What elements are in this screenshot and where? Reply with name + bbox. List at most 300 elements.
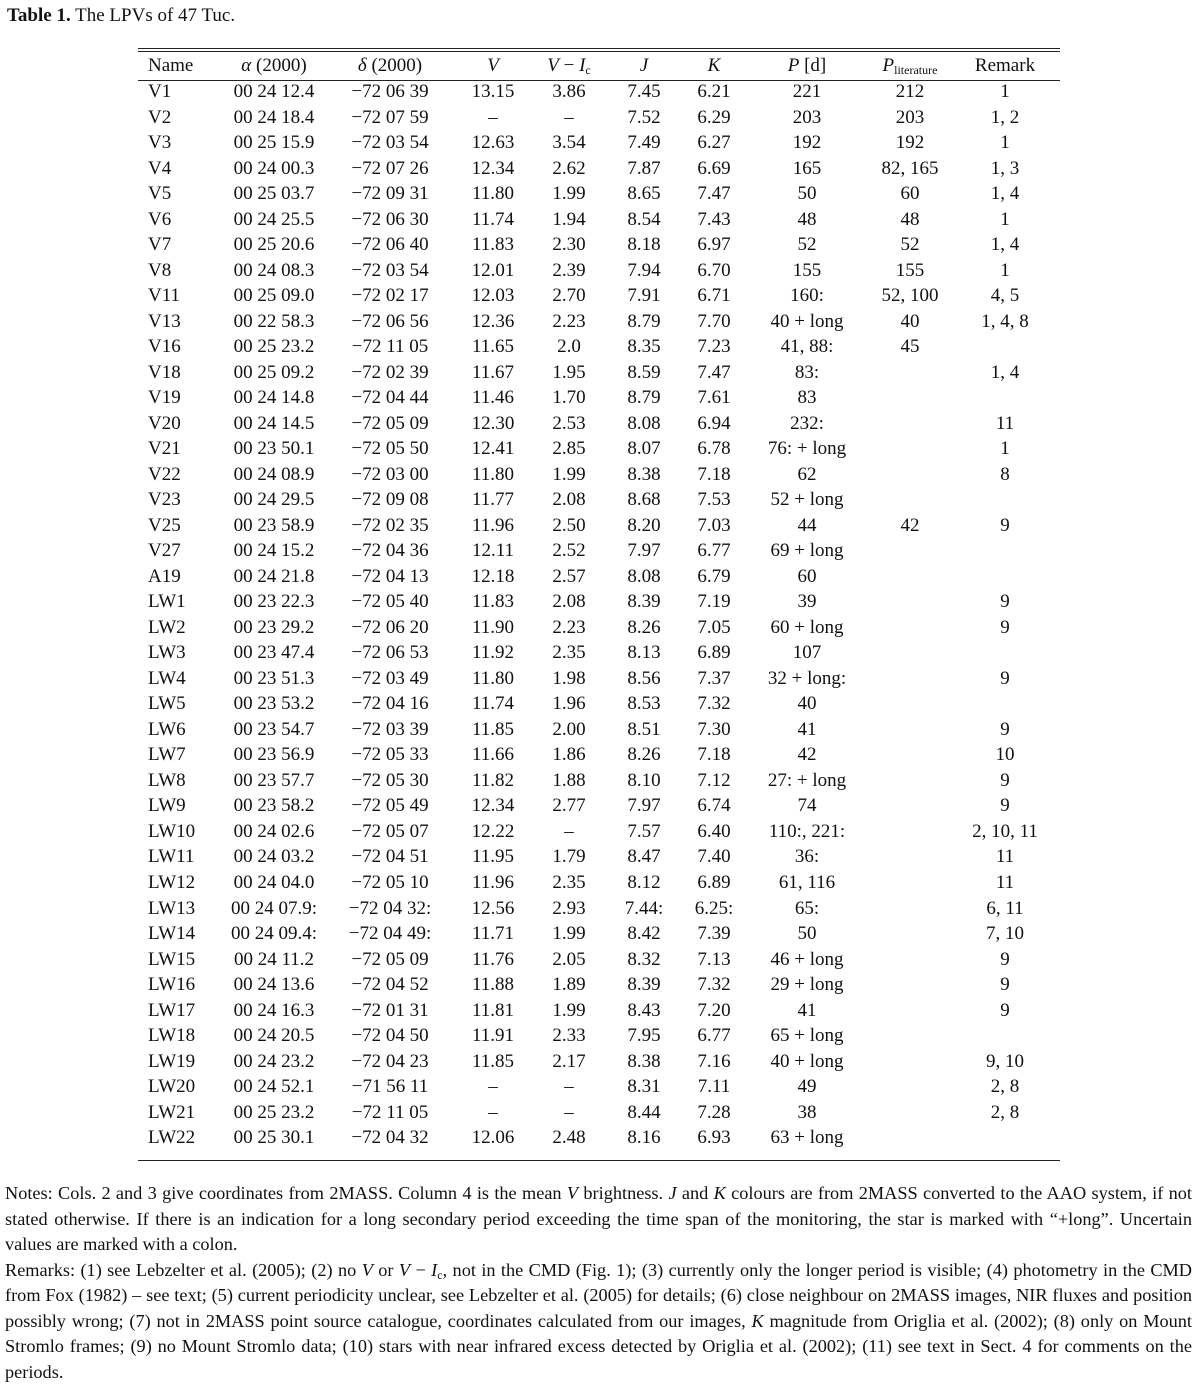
- cell-period-literature: 82, 165: [870, 156, 950, 182]
- cell-dec: −72 07 59: [328, 105, 452, 131]
- cell-period-literature: [870, 640, 950, 666]
- cell-dec: −72 05 09: [328, 411, 452, 437]
- table-row: [138, 436, 1060, 462]
- cell-dec: −72 09 31: [328, 181, 452, 207]
- cell-vi: 1.99: [534, 462, 604, 488]
- table-row: [138, 156, 1060, 182]
- table-row: [138, 487, 1060, 513]
- cell-remark: 9: [950, 513, 1060, 539]
- table-row: [138, 105, 1060, 131]
- cell-k: 6.77: [684, 1023, 744, 1049]
- cell-period-literature: [870, 998, 950, 1024]
- cell-dec: −72 04 44: [328, 385, 452, 411]
- cell-vi: –: [534, 819, 604, 845]
- cell-ra: 00 23 58.9: [220, 513, 328, 539]
- cell-vi: 1.96: [534, 691, 604, 717]
- cell-dec: −71 56 11: [328, 1074, 452, 1100]
- cell-j: 8.07: [604, 436, 684, 462]
- cell-v: 11.80: [452, 181, 534, 207]
- cell-period: 52 + long: [744, 487, 870, 513]
- cell-remark: 11: [950, 844, 1060, 870]
- cell-v: 12.18: [452, 564, 534, 590]
- cell-name: LW19: [138, 1049, 220, 1075]
- col-period: P [d]: [744, 52, 870, 79]
- table-body: [138, 79, 1060, 1151]
- cell-period: 29 + long: [744, 972, 870, 998]
- cell-period-literature: 42: [870, 513, 950, 539]
- cell-j: 8.20: [604, 513, 684, 539]
- cell-j: 7.49: [604, 130, 684, 156]
- cell-period-literature: 40: [870, 309, 950, 335]
- cell-vi: 1.99: [534, 998, 604, 1024]
- cell-vi: 2.23: [534, 309, 604, 335]
- cell-j: 8.26: [604, 615, 684, 641]
- cell-period: 74: [744, 793, 870, 819]
- cell-dec: −72 04 16: [328, 691, 452, 717]
- table-row: [138, 564, 1060, 590]
- cell-k: 7.37: [684, 666, 744, 692]
- cell-period: 61, 116: [744, 870, 870, 896]
- cell-name: V6: [138, 207, 220, 233]
- cell-dec: −72 07 26: [328, 156, 452, 182]
- cell-j: 8.31: [604, 1074, 684, 1100]
- table-row: [138, 130, 1060, 156]
- cell-period-literature: [870, 768, 950, 794]
- cell-name: LW12: [138, 870, 220, 896]
- cell-k: 7.11: [684, 1074, 744, 1100]
- table-row: [138, 666, 1060, 692]
- cell-name: V21: [138, 436, 220, 462]
- cell-ra: 00 24 09.4:: [220, 921, 328, 947]
- table-row: [138, 309, 1060, 335]
- cell-k: 7.32: [684, 691, 744, 717]
- cell-vi: 2.70: [534, 283, 604, 309]
- cell-ra: 00 24 12.4: [220, 79, 328, 105]
- cell-dec: −72 06 30: [328, 207, 452, 233]
- table-row: [138, 538, 1060, 564]
- cell-period-literature: [870, 360, 950, 386]
- cell-j: 8.54: [604, 207, 684, 233]
- cell-ra: 00 23 57.7: [220, 768, 328, 794]
- cell-dec: −72 03 54: [328, 130, 452, 156]
- cell-ra: 00 24 16.3: [220, 998, 328, 1024]
- cell-name: LW17: [138, 998, 220, 1024]
- cell-dec: −72 05 33: [328, 742, 452, 768]
- col-remark: Remark: [950, 52, 1060, 79]
- cell-period: 40 + long: [744, 309, 870, 335]
- cell-remark: 2, 8: [950, 1074, 1060, 1100]
- cell-ra: 00 24 14.5: [220, 411, 328, 437]
- cell-dec: −72 09 08: [328, 487, 452, 513]
- cell-period: 83: [744, 385, 870, 411]
- cell-vi: 2.23: [534, 615, 604, 641]
- cell-remark: 1, 4, 8: [950, 309, 1060, 335]
- cell-vi: 2.05: [534, 947, 604, 973]
- cell-j: 7.87: [604, 156, 684, 182]
- cell-name: LW22: [138, 1125, 220, 1151]
- cell-period-literature: [870, 1023, 950, 1049]
- cell-name: V8: [138, 258, 220, 284]
- cell-dec: −72 04 32:: [328, 896, 452, 922]
- cell-period-literature: [870, 921, 950, 947]
- cell-dec: −72 02 39: [328, 360, 452, 386]
- cell-period-literature: [870, 896, 950, 922]
- cell-vi: 2.00: [534, 717, 604, 743]
- cell-k: 6.70: [684, 258, 744, 284]
- cell-v: 11.81: [452, 998, 534, 1024]
- table-row: [138, 819, 1060, 845]
- cell-v: 11.74: [452, 207, 534, 233]
- cell-ra: 00 24 29.5: [220, 487, 328, 513]
- cell-remark: 9: [950, 972, 1060, 998]
- cell-vi: 2.77: [534, 793, 604, 819]
- cell-j: 8.26: [604, 742, 684, 768]
- cell-name: LW7: [138, 742, 220, 768]
- cell-j: 8.38: [604, 462, 684, 488]
- cell-period-literature: [870, 589, 950, 615]
- cell-k: 7.18: [684, 742, 744, 768]
- cell-k: 6.40: [684, 819, 744, 845]
- cell-remark: 1, 4: [950, 360, 1060, 386]
- cell-remark: 9: [950, 768, 1060, 794]
- cell-vi: 3.86: [534, 79, 604, 105]
- cell-ra: 00 24 25.5: [220, 207, 328, 233]
- cell-period: 42: [744, 742, 870, 768]
- cell-vi: 2.35: [534, 870, 604, 896]
- col-v: V: [452, 52, 534, 79]
- cell-ra: 00 23 56.9: [220, 742, 328, 768]
- cell-dec: −72 04 13: [328, 564, 452, 590]
- cell-remark: 1, 4: [950, 181, 1060, 207]
- cell-k: 7.20: [684, 998, 744, 1024]
- cell-period-literature: 52: [870, 232, 950, 258]
- cell-period-literature: [870, 385, 950, 411]
- cell-period: 65:: [744, 896, 870, 922]
- cell-name: V5: [138, 181, 220, 207]
- cell-remark: 9: [950, 793, 1060, 819]
- cell-dec: −72 03 39: [328, 717, 452, 743]
- cell-v: 12.36: [452, 309, 534, 335]
- cell-v: 11.92: [452, 640, 534, 666]
- cell-remark: [950, 691, 1060, 717]
- cell-k: 6.74: [684, 793, 744, 819]
- cell-period: 63 + long: [744, 1125, 870, 1151]
- cell-period-literature: [870, 947, 950, 973]
- cell-j: 8.08: [604, 564, 684, 590]
- col-dec: δ (2000): [328, 52, 452, 79]
- col-k: K: [684, 52, 744, 79]
- cell-vi: 2.62: [534, 156, 604, 182]
- cell-name: V1: [138, 79, 220, 105]
- cell-period-literature: [870, 819, 950, 845]
- cell-k: 7.19: [684, 589, 744, 615]
- cell-name: A19: [138, 564, 220, 590]
- cell-period-literature: [870, 1100, 950, 1126]
- cell-ra: 00 25 09.0: [220, 283, 328, 309]
- cell-period-literature: [870, 793, 950, 819]
- table-row: [138, 385, 1060, 411]
- cell-j: 8.10: [604, 768, 684, 794]
- cell-name: V11: [138, 283, 220, 309]
- cell-period: 76: + long: [744, 436, 870, 462]
- cell-k: 7.30: [684, 717, 744, 743]
- cell-vi: –: [534, 1074, 604, 1100]
- cell-j: 7.57: [604, 819, 684, 845]
- table-row: [138, 870, 1060, 896]
- caption-label: Table 1.: [7, 5, 71, 26]
- cell-period: 38: [744, 1100, 870, 1126]
- cell-period: 69 + long: [744, 538, 870, 564]
- cell-period-literature: [870, 564, 950, 590]
- cell-v: 11.80: [452, 666, 534, 692]
- cell-dec: −72 04 50: [328, 1023, 452, 1049]
- table-row: [138, 589, 1060, 615]
- cell-name: V13: [138, 309, 220, 335]
- cell-vi: 1.99: [534, 921, 604, 947]
- cell-period-literature: [870, 1125, 950, 1151]
- table-row: [138, 1074, 1060, 1100]
- cell-name: LW4: [138, 666, 220, 692]
- cell-vi: 1.86: [534, 742, 604, 768]
- cell-remark: 11: [950, 411, 1060, 437]
- cell-k: 6.79: [684, 564, 744, 590]
- remarks-paragraph: Remarks: (1) see Lebzelter et al. (2005); (2) no V or $V - I_c$, not in the CMD (Fig. 1); (3) currently only the longer period is visible; (4) photometry in the CMD from Fox (1982) – see text; (5) current periodicity unclear, see Lebzelter et al. (2005) for details; (6) close neighbour on 2MASS images, NIR fluxes and position possibly wrong; (7) not in 2MASS point source catalogue, coordinates calculated from our images, K magnitude from Origlia et al. (2002); (8) only on Mount Stromlo frames; (9) no Mount Stromlo data; (10) stars with near infrared excess detected by Origlia et al. (2002); (11) see text in Sect. 4 for comments on the periods.: [5, 1258, 1192, 1385]
- cell-remark: [950, 1125, 1060, 1151]
- cell-k: 7.28: [684, 1100, 744, 1126]
- cell-ra: 00 23 51.3: [220, 666, 328, 692]
- cell-ra: 00 24 08.9: [220, 462, 328, 488]
- cell-v: –: [452, 1074, 534, 1100]
- cell-dec: −72 06 20: [328, 615, 452, 641]
- cell-remark: [950, 334, 1060, 360]
- cell-period-literature: 212: [870, 79, 950, 105]
- cell-v: 12.41: [452, 436, 534, 462]
- cell-v: 11.46: [452, 385, 534, 411]
- table-row: [138, 1023, 1060, 1049]
- cell-name: V27: [138, 538, 220, 564]
- cell-period: 232:: [744, 411, 870, 437]
- cell-remark: 4, 5: [950, 283, 1060, 309]
- cell-period: 44: [744, 513, 870, 539]
- cell-dec: −72 04 52: [328, 972, 452, 998]
- cell-ra: 00 23 53.2: [220, 691, 328, 717]
- cell-remark: 2, 10, 11: [950, 819, 1060, 845]
- cell-j: 8.47: [604, 844, 684, 870]
- cell-v: 11.85: [452, 1049, 534, 1075]
- table-row: [138, 640, 1060, 666]
- cell-period-literature: 45: [870, 334, 950, 360]
- cell-period: 192: [744, 130, 870, 156]
- cell-period: 221: [744, 79, 870, 105]
- cell-dec: −72 04 23: [328, 1049, 452, 1075]
- cell-name: V23: [138, 487, 220, 513]
- cell-ra: 00 24 07.9:: [220, 896, 328, 922]
- cell-period: 52: [744, 232, 870, 258]
- cell-vi: 2.17: [534, 1049, 604, 1075]
- cell-ra: 00 23 58.2: [220, 793, 328, 819]
- cell-v: 11.66: [452, 742, 534, 768]
- cell-period-literature: [870, 972, 950, 998]
- cell-ra: 00 24 20.5: [220, 1023, 328, 1049]
- cell-ra: 00 25 30.1: [220, 1125, 328, 1151]
- cell-period: 27: + long: [744, 768, 870, 794]
- table-row: [138, 717, 1060, 743]
- cell-period-literature: [870, 691, 950, 717]
- table-row: [138, 1049, 1060, 1075]
- cell-k: 6.89: [684, 870, 744, 896]
- cell-name: V2: [138, 105, 220, 131]
- cell-remark: 9: [950, 589, 1060, 615]
- table-row: [138, 232, 1060, 258]
- cell-vi: 2.85: [534, 436, 604, 462]
- cell-j: 7.52: [604, 105, 684, 131]
- cell-name: LW8: [138, 768, 220, 794]
- cell-remark: 1, 2: [950, 105, 1060, 131]
- cell-vi: 2.0: [534, 334, 604, 360]
- cell-remark: [950, 487, 1060, 513]
- cell-vi: 3.54: [534, 130, 604, 156]
- cell-k: 6.94: [684, 411, 744, 437]
- cell-dec: −72 05 50: [328, 436, 452, 462]
- cell-k: 7.03: [684, 513, 744, 539]
- cell-ra: 00 25 03.7: [220, 181, 328, 207]
- cell-v: 11.96: [452, 870, 534, 896]
- cell-j: 8.08: [604, 411, 684, 437]
- cell-k: 7.16: [684, 1049, 744, 1075]
- cell-ra: 00 25 23.2: [220, 334, 328, 360]
- cell-vi: 2.53: [534, 411, 604, 437]
- cell-remark: [950, 1023, 1060, 1049]
- cell-k: 6.97: [684, 232, 744, 258]
- cell-dec: −72 03 54: [328, 258, 452, 284]
- col-vi: $V - I_c$: [534, 52, 604, 79]
- cell-v: 11.80: [452, 462, 534, 488]
- cell-period-literature: [870, 615, 950, 641]
- cell-ra: 00 23 50.1: [220, 436, 328, 462]
- cell-j: 8.79: [604, 385, 684, 411]
- cell-j: 7.94: [604, 258, 684, 284]
- cell-name: V25: [138, 513, 220, 539]
- cell-v: 12.63: [452, 130, 534, 156]
- cell-name: LW6: [138, 717, 220, 743]
- cell-v: 11.71: [452, 921, 534, 947]
- cell-period: 41: [744, 717, 870, 743]
- cell-name: V3: [138, 130, 220, 156]
- cell-period: 50: [744, 181, 870, 207]
- cell-v: 11.83: [452, 589, 534, 615]
- cell-ra: 00 22 58.3: [220, 309, 328, 335]
- cell-dec: −72 06 39: [328, 79, 452, 105]
- cell-remark: 9: [950, 998, 1060, 1024]
- cell-period: 155: [744, 258, 870, 284]
- cell-name: LW9: [138, 793, 220, 819]
- cell-name: LW14: [138, 921, 220, 947]
- table-row: [138, 972, 1060, 998]
- cell-dec: −72 04 51: [328, 844, 452, 870]
- cell-j: 8.39: [604, 589, 684, 615]
- cell-period: 110:, 221:: [744, 819, 870, 845]
- cell-k: 6.93: [684, 1125, 744, 1151]
- cell-period: 41, 88:: [744, 334, 870, 360]
- cell-k: 7.12: [684, 768, 744, 794]
- cell-name: LW5: [138, 691, 220, 717]
- col-ra: α (2000): [220, 52, 328, 79]
- cell-dec: −72 05 10: [328, 870, 452, 896]
- cell-dec: −72 11 05: [328, 1100, 452, 1126]
- cell-period-literature: [870, 538, 950, 564]
- table-row: [138, 793, 1060, 819]
- cell-dec: −72 04 32: [328, 1125, 452, 1151]
- cell-remark: 1, 3: [950, 156, 1060, 182]
- table-row: [138, 615, 1060, 641]
- cell-ra: 00 24 23.2: [220, 1049, 328, 1075]
- table-row: [138, 207, 1060, 233]
- table-row: [138, 691, 1060, 717]
- table-row: [138, 896, 1060, 922]
- table-row: [138, 921, 1060, 947]
- cell-name: LW20: [138, 1074, 220, 1100]
- cell-dec: −72 06 40: [328, 232, 452, 258]
- cell-v: 11.85: [452, 717, 534, 743]
- cell-remark: 1, 4: [950, 232, 1060, 258]
- cell-j: 8.32: [604, 947, 684, 973]
- cell-dec: −72 05 40: [328, 589, 452, 615]
- table-row: [138, 742, 1060, 768]
- cell-dec: −72 03 49: [328, 666, 452, 692]
- cell-v: 12.56: [452, 896, 534, 922]
- cell-remark: 1: [950, 79, 1060, 105]
- table-row: [138, 360, 1060, 386]
- cell-v: 11.76: [452, 947, 534, 973]
- cell-name: LW18: [138, 1023, 220, 1049]
- cell-j: 8.43: [604, 998, 684, 1024]
- cell-period: 39: [744, 589, 870, 615]
- cell-dec: −72 11 05: [328, 334, 452, 360]
- cell-v: 12.34: [452, 156, 534, 182]
- table-row: [138, 283, 1060, 309]
- cell-vi: 1.98: [534, 666, 604, 692]
- cell-name: LW1: [138, 589, 220, 615]
- cell-vi: 2.48: [534, 1125, 604, 1151]
- cell-j: 7.95: [604, 1023, 684, 1049]
- cell-k: 7.47: [684, 360, 744, 386]
- cell-k: 6.25:: [684, 896, 744, 922]
- cell-dec: −72 05 30: [328, 768, 452, 794]
- cell-k: 7.40: [684, 844, 744, 870]
- cell-period: 49: [744, 1074, 870, 1100]
- cell-period-literature: 192: [870, 130, 950, 156]
- cell-j: 8.65: [604, 181, 684, 207]
- cell-remark: [950, 538, 1060, 564]
- cell-ra: 00 24 14.8: [220, 385, 328, 411]
- cell-k: 6.27: [684, 130, 744, 156]
- cell-v: 12.11: [452, 538, 534, 564]
- cell-ra: 00 23 22.3: [220, 589, 328, 615]
- cell-name: V19: [138, 385, 220, 411]
- cell-k: 7.39: [684, 921, 744, 947]
- cell-period-literature: [870, 462, 950, 488]
- cell-period-literature: [870, 717, 950, 743]
- cell-name: V16: [138, 334, 220, 360]
- cell-period-literature: [870, 742, 950, 768]
- cell-j: 8.68: [604, 487, 684, 513]
- cell-vi: 2.30: [534, 232, 604, 258]
- cell-name: LW13: [138, 896, 220, 922]
- cell-name: V18: [138, 360, 220, 386]
- cell-period-literature: 48: [870, 207, 950, 233]
- cell-period: 62: [744, 462, 870, 488]
- cell-j: 7.97: [604, 538, 684, 564]
